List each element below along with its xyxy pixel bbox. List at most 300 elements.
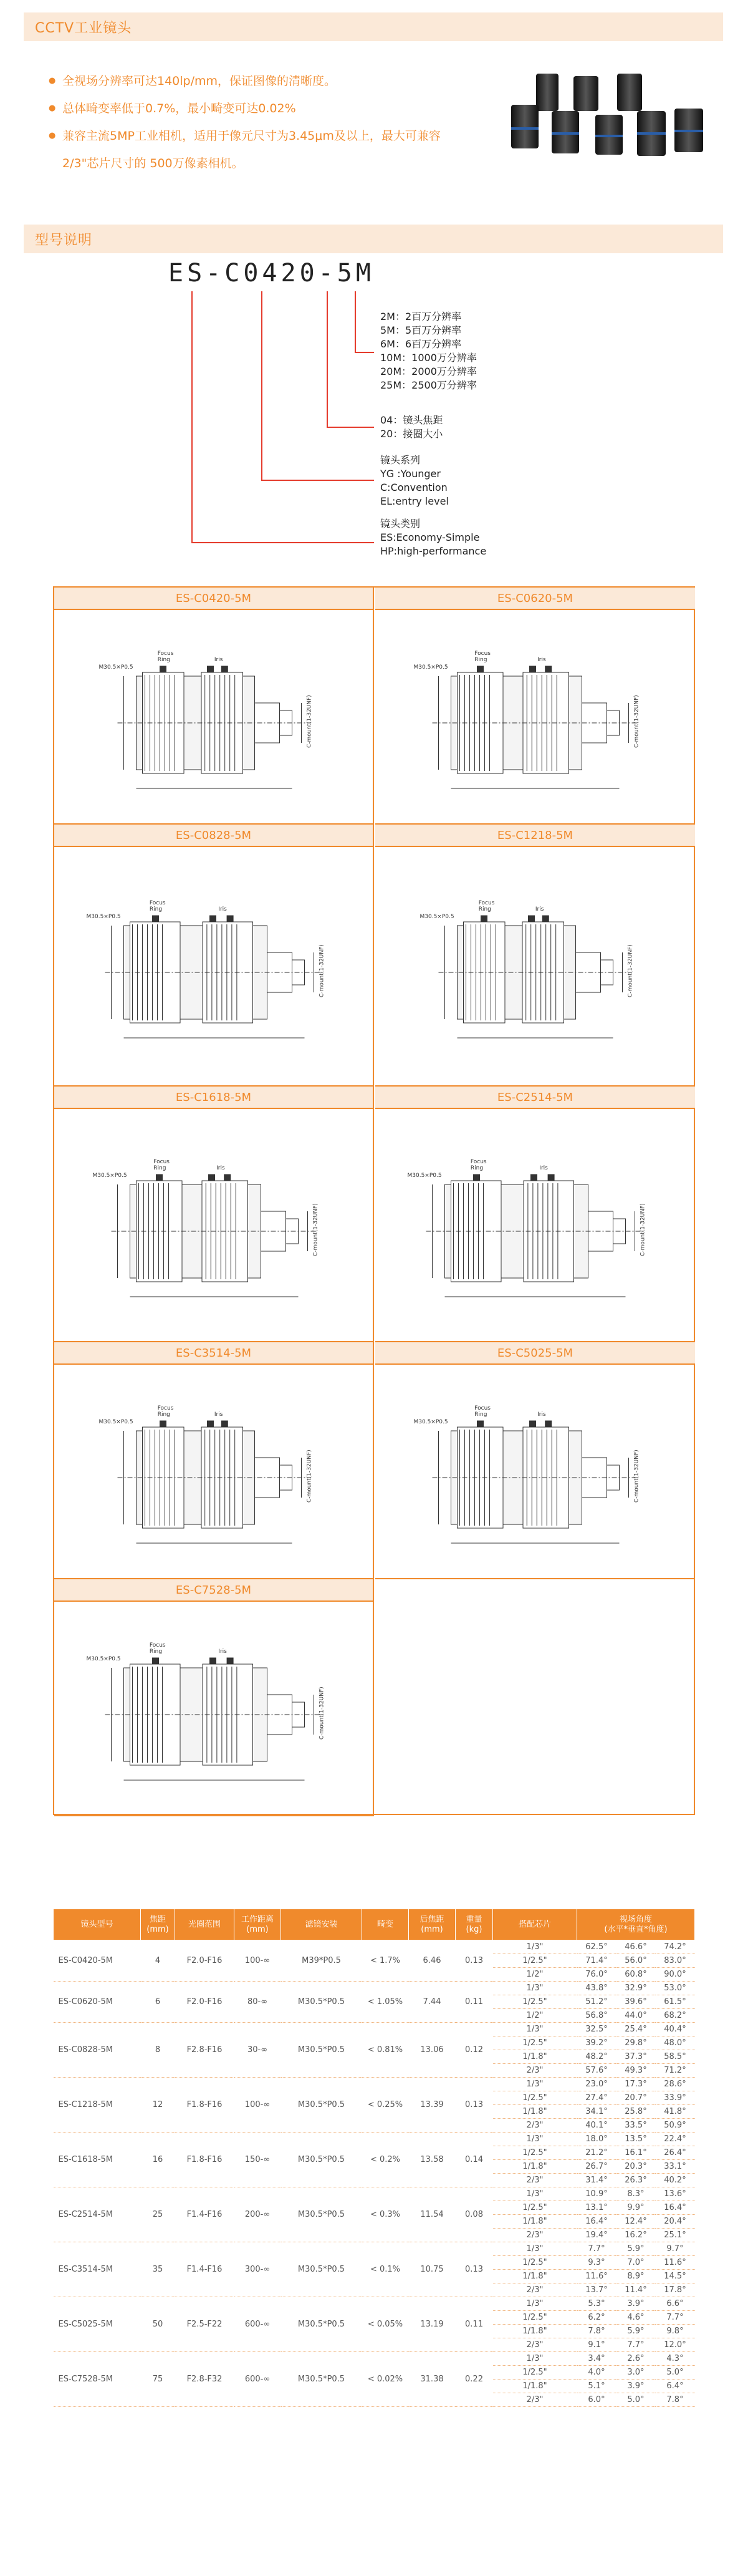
table-cell-wd: 100-∞ [234,1940,281,1982]
mount-label: C-mount(1-32UNF) [640,1203,646,1256]
table-cell-fov: 19.4° [577,2229,616,2242]
ring-label: Ring [470,1165,484,1171]
focus-label: Focus [478,900,495,906]
lens-drawing-cell [54,1342,374,1579]
table-cell-fov: 6.2° [577,2311,616,2325]
feature-list [49,67,460,177]
iris-label: Iris [218,1649,227,1655]
focus-label: Focus [157,1405,174,1411]
lens-drawing-cell [375,1087,695,1342]
ring-label: Ring [149,1649,163,1655]
table-cell-bfl: 7.44 [409,1982,456,2023]
lens-drawing-title: ES-C0620-5M [375,588,695,610]
table-cell-wd: 150-∞ [234,2133,281,2187]
table-cell-focal: 50 [141,2297,175,2352]
ring-label: Ring [149,906,163,913]
table-cell-sensor: 2/3" [493,2283,577,2297]
table-cell-filter: M30.5*P0.5 [281,2352,362,2407]
lens-drawing [375,1365,695,1578]
table-header-cell: 搭配芯片 [493,1909,577,1940]
table-row [54,2297,695,2311]
thread-label: M30.5×P0.5 [407,1173,442,1179]
table-cell-fov: 6.0° [577,2393,616,2407]
lens-drawing-cell [375,825,695,1087]
focus-label: Focus [470,1159,487,1165]
iris-label: Iris [218,906,227,913]
focus-label: Focus [153,1159,170,1165]
table-cell-fov: 39.6° [616,1995,655,2009]
table-cell-fov: 33.1° [655,2160,694,2174]
table-cell-fov: 26.3° [616,2174,655,2187]
iris-label: Iris [537,657,546,663]
table-cell-model: ES-C0420-5M [54,1940,141,1982]
table-cell-bfl: 10.75 [409,2242,456,2297]
table-cell-fov: 21.2° [577,2146,616,2160]
table-cell-fov: 41.8° [655,2105,694,2119]
lens-drawings-grid [53,586,695,1815]
table-cell-fov: 16.2° [616,2229,655,2242]
table-cell-fov: 20.3° [616,2160,655,2174]
table-cell-weight: 0.13 [456,1940,493,1982]
table-row [54,1940,695,1954]
table-cell-fov: 57.6° [577,2064,616,2078]
table-cell-fov: 32.9° [616,1982,655,1995]
table-cell-model: ES-C3514-5M [54,2242,141,2297]
table-cell-fov: 18.0° [577,2133,616,2146]
iris-label: Iris [537,1411,546,1418]
table-cell-fov: 37.3° [616,2050,655,2064]
table-cell-fov: 61.5° [655,1995,694,2009]
table-cell-fov: 6.4° [655,2380,694,2393]
table-cell-fov: 16.1° [616,2146,655,2160]
table-cell-fov: 8.3° [616,2187,655,2201]
table-cell-fov: 90.0° [655,1968,694,1982]
table-cell-fov: 31.4° [577,2174,616,2187]
table-cell-fov: 26.4° [655,2146,694,2160]
lens-drawing-cell [54,588,374,825]
table-cell-fov: 74.2° [655,1940,694,1954]
table-cell-filter: M30.5*P0.5 [281,2078,362,2133]
table-cell-filter: M30.5*P0.5 [281,2187,362,2242]
table-cell-fov: 4.6° [616,2311,655,2325]
lens-drawing [375,610,695,823]
table-cell-focal: 6 [141,1982,175,2023]
table-cell-fov: 26.7° [577,2160,616,2174]
focus-label: Focus [474,1405,491,1411]
table-cell-fov: 51.2° [577,1995,616,2009]
lens-drawing-title: ES-C7528-5M [54,1579,373,1602]
table-cell-fov: 9.3° [577,2256,616,2270]
ring-label: Ring [153,1165,166,1171]
table-cell-fov: 7.8° [655,2393,694,2407]
table-cell-fov: 4.0° [577,2366,616,2380]
table-cell-fov: 43.8° [577,1982,616,1995]
table-row [54,2187,695,2201]
lens-drawing-cell [375,1342,695,1579]
table-cell-sensor: 1/2.5" [493,1995,577,2009]
table-row [54,2023,695,2036]
mount-label: C-mount(1-32UNF) [627,944,634,997]
lens-product-photo [474,67,723,180]
table-cell-model: ES-C7528-5M [54,2352,141,2407]
table-cell-sensor: 1/1.8" [493,2325,577,2338]
table-cell-fov: 68.2° [655,2009,694,2023]
table-cell-sensor: 1/1.8" [493,2215,577,2229]
table-cell-fov: 25.4° [616,2023,655,2036]
table-cell-fov: 5.0° [655,2366,694,2380]
table-cell-aperture: F2.8-F32 [175,2352,234,2407]
lens-drawing [375,1109,695,1341]
lens-drawing-title: ES-C5025-5M [375,1342,695,1365]
table-cell-sensor: 1/2.5" [493,2256,577,2270]
table-cell-sensor: 2/3" [493,2064,577,2078]
table-cell-focal: 12 [141,2078,175,2133]
table-cell-fov: 34.1° [577,2105,616,2119]
table-cell-focal: 16 [141,2133,175,2187]
table-cell-filter: M30.5*P0.5 [281,2242,362,2297]
table-cell-sensor: 1/1.8" [493,2380,577,2393]
table-cell-weight: 0.14 [456,2133,493,2187]
table-cell-sensor: 2/3" [493,2393,577,2407]
table-cell-fov: 7.7° [577,2242,616,2256]
section-header-cctv [24,12,723,41]
table-cell-sensor: 1/1.8" [493,2270,577,2283]
table-cell-fov: 10.9° [577,2187,616,2201]
table-cell-fov: 4.3° [655,2352,694,2366]
table-cell-fov: 46.6° [616,1940,655,1954]
table-cell-sensor: 1/3" [493,2133,577,2146]
table-cell-wd: 200-∞ [234,2187,281,2242]
table-cell-fov: 48.2° [577,2050,616,2064]
table-cell-fov: 56.0° [616,1954,655,1968]
table-cell-sensor: 2/3" [493,2119,577,2133]
table-cell-bfl: 6.46 [409,1940,456,1982]
table-cell-fov: 14.5° [655,2270,694,2283]
table-cell-bfl: 13.58 [409,2133,456,2187]
table-cell-fov: 16.4° [577,2215,616,2229]
mount-label: C-mount(1-32UNF) [633,1450,640,1503]
table-cell-fov: 40.4° [655,2023,694,2036]
table-row [54,2242,695,2256]
table-cell-bfl: 13.39 [409,2078,456,2133]
iris-label: Iris [539,1165,548,1171]
table-cell-aperture: F1.8-F16 [175,2078,234,2133]
table-cell-sensor: 2/3" [493,2174,577,2187]
table-cell-fov: 40.2° [655,2174,694,2187]
table-cell-fov: 71.2° [655,2064,694,2078]
table-cell-fov: 9.8° [655,2325,694,2338]
table-cell-sensor: 1/2.5" [493,2311,577,2325]
mount-label: C-mount(1-32UNF) [306,1450,313,1503]
table-header-cell: 光圈范围 [175,1909,234,1940]
table-header-cell: 镜头型号 [54,1909,141,1940]
table-cell-dist: < 0.1% [362,2242,409,2297]
table-cell-focal: 4 [141,1940,175,1982]
table-cell-wd: 600-∞ [234,2297,281,2352]
table-cell-fov: 40.1° [577,2119,616,2133]
table-cell-fov: 9.7° [655,2242,694,2256]
table-cell-filter: M30.5*P0.5 [281,2133,362,2187]
lens-drawing-cell [375,588,695,825]
table-cell-fov: 71.4° [577,1954,616,1968]
iris-label: Iris [535,906,544,913]
table-cell-weight: 0.22 [456,2352,493,2407]
table-header-cell: 后焦距 (mm) [409,1909,456,1940]
table-cell-fov: 28.6° [655,2078,694,2091]
table-cell-weight: 0.12 [456,2023,493,2078]
table-cell-sensor: 1/2.5" [493,1954,577,1968]
table-cell-dist: < 1.05% [362,1982,409,2023]
feature-item: ● 兼容主流5MP工业相机，适用于像元尺寸为3.45μm及以上，最大可兼容2/3"芯片尺寸的 500万像素相机。 [49,122,460,177]
iris-label: Iris [214,1411,223,1418]
legend-series: 镜头系列 YG :Younger C:Convention EL:entry level [380,454,449,507]
table-cell-fov: 17.8° [655,2283,694,2297]
table-cell-aperture: F2.0-F16 [175,1940,234,1982]
thread-label: M30.5×P0.5 [420,914,454,920]
table-cell-dist: < 0.02% [362,2352,409,2407]
table-cell-fov: 50.9° [655,2119,694,2133]
lens-drawing [54,847,374,1085]
table-cell-wd: 30-∞ [234,2023,281,2078]
table-cell-weight: 0.11 [456,2297,493,2352]
table-cell-fov: 32.5° [577,2023,616,2036]
table-header-cell: 重量 (kg) [456,1909,493,1940]
ring-label: Ring [474,657,487,663]
table-cell-fov: 2.6° [616,2352,655,2366]
lens-drawing-title: ES-C0828-5M [54,825,373,847]
table-cell-bfl: 31.38 [409,2352,456,2407]
table-cell-dist: < 0.25% [362,2078,409,2133]
table-cell-fov: 7.7° [616,2338,655,2352]
table-row [54,2133,695,2146]
table-header-cell: 工作距离 (mm) [234,1909,281,1940]
table-cell-sensor: 1/2" [493,2009,577,2023]
model-code: ES-C0420-5M [168,259,375,288]
table-cell-aperture: F1.4-F16 [175,2187,234,2242]
table-cell-fov: 13.7° [577,2283,616,2297]
table-cell-bfl: 13.19 [409,2297,456,2352]
table-cell-dist: < 0.81% [362,2023,409,2078]
table-cell-sensor: 1/1.8" [493,2050,577,2064]
section-title: CCTV工业镜头 [35,20,132,36]
table-row [54,1982,695,1995]
table-cell-fov: 60.8° [616,1968,655,1982]
iris-label: Iris [216,1165,225,1171]
table-cell-sensor: 2/3" [493,2338,577,2352]
table-cell-fov: 11.6° [655,2256,694,2270]
table-row [54,2352,695,2366]
table-cell-fov: 13.5° [616,2133,655,2146]
table-cell-fov: 17.3° [616,2078,655,2091]
table-cell-aperture: F2.8-F16 [175,2023,234,2078]
focus-label: Focus [149,900,166,906]
table-cell-filter: M30.5*P0.5 [281,1982,362,2023]
table-cell-fov: 5.3° [577,2297,616,2311]
table-cell-model: ES-C2514-5M [54,2187,141,2242]
table-cell-fov: 9.9° [616,2201,655,2215]
table-cell-dist: < 0.05% [362,2297,409,2352]
table-cell-fov: 8.9° [616,2270,655,2283]
table-cell-weight: 0.13 [456,2078,493,2133]
table-cell-sensor: 1/2.5" [493,2146,577,2160]
table-cell-fov: 58.5° [655,2050,694,2064]
lens-drawing-title: ES-C1618-5M [54,1087,373,1109]
table-cell-fov: 22.4° [655,2133,694,2146]
table-cell-fov: 76.0° [577,1968,616,1982]
model-code-diagram [168,259,605,583]
table-header-cell: 畸变 [362,1909,409,1940]
lens-drawing [54,1365,374,1578]
mount-label: C-mount(1-32UNF) [633,695,640,748]
table-cell-fov: 83.0° [655,1954,694,1968]
mount-label: C-mount(1-32UNF) [319,1687,325,1740]
mount-label: C-mount(1-32UNF) [319,944,325,997]
table-cell-fov: 5.9° [616,2242,655,2256]
table-cell-aperture: F2.5-F22 [175,2297,234,2352]
table-cell-wd: 100-∞ [234,2078,281,2133]
table-cell-fov: 56.8° [577,2009,616,2023]
ring-label: Ring [157,1411,170,1418]
feature-item: ● 总体畸变率低于0.7%，最小畸变可达0.02% [49,95,460,122]
thread-label: M30.5×P0.5 [413,1419,448,1425]
table-cell-aperture: F1.4-F16 [175,2242,234,2297]
table-cell-sensor: 1/2.5" [493,2036,577,2050]
table-cell-dist: < 0.3% [362,2187,409,2242]
table-cell-sensor: 1/3" [493,2023,577,2036]
ring-label: Ring [474,1411,487,1418]
table-cell-sensor: 1/3" [493,1940,577,1954]
table-cell-wd: 80-∞ [234,1982,281,2023]
thread-label: M30.5×P0.5 [413,664,448,671]
table-cell-dist: < 0.2% [362,2133,409,2187]
table-cell-fov: 13.6° [655,2187,694,2201]
lens-drawing-cell [54,1579,374,1816]
table-cell-fov: 5.9° [616,2325,655,2338]
table-cell-fov: 9.1° [577,2338,616,2352]
table-cell-sensor: 1/3" [493,1982,577,1995]
table-header-cell: 滤镜安装 [281,1909,362,1940]
legend-resolution: 2M：2百万分辨率 5M：5百万分辨率 6M：6百万分辨率 10M：1000万分辨率 20M：2000万分辨率 25M：2500万分辨率 [380,311,477,391]
ring-label: Ring [478,906,491,913]
thread-label: M30.5×P0.5 [86,914,121,920]
mount-label: C-mount(1-32UNF) [306,695,313,748]
table-cell-aperture: F1.8-F16 [175,2133,234,2187]
table-cell-filter: M39*P0.5 [281,1940,362,1982]
section-title: 型号说明 [35,232,93,248]
table-cell-fov: 27.4° [577,2091,616,2105]
focus-label: Focus [157,651,174,657]
table-cell-sensor: 1/3" [493,2187,577,2201]
table-cell-fov: 12.0° [655,2338,694,2352]
table-cell-model: ES-C0620-5M [54,1982,141,2023]
table-cell-filter: M30.5*P0.5 [281,2023,362,2078]
lens-drawing-cell [54,1087,374,1342]
spec-table [53,1909,695,2407]
table-cell-fov: 25.8° [616,2105,655,2119]
table-cell-wd: 300-∞ [234,2242,281,2297]
lens-drawing [54,1602,374,1815]
table-cell-sensor: 1/1.8" [493,2105,577,2119]
table-cell-fov: 25.1° [655,2229,694,2242]
table-header-cell: 焦距 (mm) [141,1909,175,1940]
table-cell-fov: 7.0° [616,2256,655,2270]
table-cell-fov: 16.4° [655,2201,694,2215]
table-cell-fov: 3.9° [616,2380,655,2393]
table-cell-sensor: 1/1.8" [493,2160,577,2174]
lens-drawing-title: ES-C0420-5M [54,588,373,610]
table-cell-weight: 0.08 [456,2187,493,2242]
lens-drawing-title: ES-C2514-5M [375,1087,695,1109]
table-cell-fov: 11.4° [616,2283,655,2297]
iris-label: Iris [214,657,223,663]
table-cell-dist: < 1.7% [362,1940,409,1982]
table-cell-fov: 5.1° [577,2380,616,2393]
table-cell-filter: M30.5*P0.5 [281,2297,362,2352]
table-cell-fov: 3.0° [616,2366,655,2380]
table-cell-fov: 29.8° [616,2036,655,2050]
table-cell-fov: 20.4° [655,2215,694,2229]
table-cell-fov: 11.6° [577,2270,616,2283]
table-row [54,2078,695,2091]
legend-focal: 04：镜头焦距 20：接圈大小 [380,414,443,440]
table-cell-model: ES-C0828-5M [54,2023,141,2078]
table-cell-fov: 3.9° [616,2297,655,2311]
thread-label: M30.5×P0.5 [86,1656,121,1662]
table-cell-wd: 600-∞ [234,2352,281,2407]
feature-item: ● 全视场分辨率可达140lp/mm，保证图像的清晰度。 [49,67,460,95]
table-cell-focal: 25 [141,2187,175,2242]
table-cell-sensor: 1/2.5" [493,2201,577,2215]
table-cell-bfl: 13.06 [409,2023,456,2078]
table-cell-sensor: 1/3" [493,2078,577,2091]
table-cell-fov: 12.4° [616,2215,655,2229]
table-cell-fov: 23.0° [577,2078,616,2091]
table-cell-sensor: 1/3" [493,2297,577,2311]
mount-label: C-mount(1-32UNF) [312,1203,319,1256]
lens-drawing [54,610,374,823]
table-cell-sensor: 1/2.5" [493,2366,577,2380]
thread-label: M30.5×P0.5 [98,664,133,671]
table-cell-fov: 44.0° [616,2009,655,2023]
table-cell-fov: 49.3° [616,2064,655,2078]
table-cell-model: ES-C5025-5M [54,2297,141,2352]
lens-drawing-cell [54,825,374,1087]
thread-label: M30.5×P0.5 [98,1419,133,1425]
table-cell-fov: 6.6° [655,2297,694,2311]
table-cell-focal: 35 [141,2242,175,2297]
lens-drawing-title: ES-C3514-5M [54,1342,373,1365]
table-cell-fov: 33.9° [655,2091,694,2105]
table-cell-bfl: 11.54 [409,2187,456,2242]
table-cell-fov: 62.5° [577,1940,616,1954]
table-cell-sensor: 1/3" [493,2242,577,2256]
table-cell-weight: 0.11 [456,1982,493,2023]
table-cell-fov: 20.7° [616,2091,655,2105]
table-header-cell: 视场角度 (水平*垂直*角度) [577,1909,695,1940]
table-cell-fov: 7.7° [655,2311,694,2325]
table-cell-fov: 7.8° [577,2325,616,2338]
table-cell-fov: 48.0° [655,2036,694,2050]
table-cell-fov: 3.4° [577,2352,616,2366]
table-cell-sensor: 1/3" [493,2352,577,2366]
table-cell-sensor: 1/2.5" [493,2091,577,2105]
ring-label: Ring [157,657,170,663]
legend-category: 镜头类别 ES:Economy-Simple HP:high-performance [380,518,487,557]
table-cell-weight: 0.13 [456,2242,493,2297]
table-cell-fov: 39.2° [577,2036,616,2050]
table-cell-fov: 53.0° [655,1982,694,1995]
table-cell-model: ES-C1218-5M [54,2078,141,2133]
